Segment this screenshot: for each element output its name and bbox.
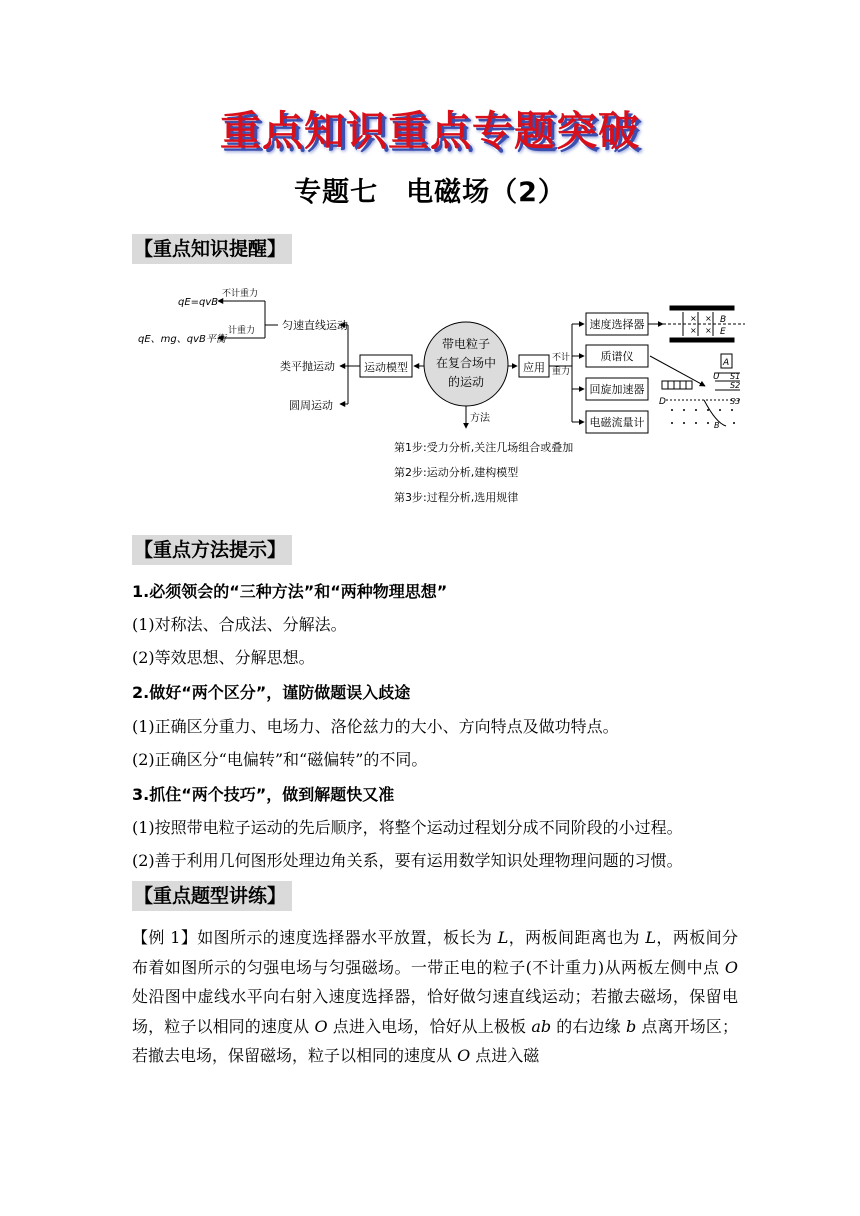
application-label: 应用 — [523, 361, 545, 374]
fig-label-S2: S2 — [730, 381, 741, 390]
method-item-2a: (1)正确区分重力、电场力、洛伦兹力的大小、方向特点及做功特点。 — [132, 717, 619, 736]
svg-text:×: × — [690, 314, 697, 323]
example-label: 【例 1】 — [132, 928, 198, 947]
section-heading-knowledge: 【重点知识提醒】 — [132, 234, 292, 264]
method-item-1b: (2)等效思想、分解思想。 — [132, 648, 315, 667]
fig-label-B2: B — [714, 421, 720, 430]
fig-label-U: U — [713, 372, 720, 382]
step-3: 第3步:过程分析,选用规律 — [394, 491, 519, 504]
method-heading-1: 1.必须领会的“三种方法”和“两种物理思想” — [132, 582, 448, 601]
device-mass-spectrometer: 质谱仪 — [600, 350, 634, 363]
svg-text:×: × — [705, 326, 712, 335]
svg-text:×: × — [690, 326, 697, 335]
no-gravity-split-1: 不计 — [552, 353, 571, 363]
fig-label-D: D — [659, 397, 666, 407]
method-heading-2: 2.做好“两个区分”，谨防做题误入歧途 — [132, 683, 411, 702]
fig-label-S1: S1 — [730, 372, 741, 381]
svg-text:×: × — [705, 314, 712, 323]
projectile-motion-label: 类平抛运动 — [280, 360, 335, 373]
device-cyclotron: 回旋加速器 — [589, 383, 645, 396]
banner-title: 重点知识重点专题突破 — [220, 107, 640, 155]
device-flowmeter: 电磁流量计 — [589, 416, 645, 429]
method-item-2b: (2)正确区分“电偏转”和“磁偏转”的不同。 — [132, 750, 428, 769]
no-gravity-label: 不计重力 — [222, 289, 259, 299]
uniform-motion-label: 匀速直线运动 — [282, 319, 348, 332]
eq-no-gravity: qE=qvB — [178, 297, 219, 308]
center-line-2: 在复合场中 — [435, 356, 497, 370]
example-1-paragraph: 【例 1】如图所示的速度选择器水平放置，板长为 L，两板间距离也为 L，两板间分布着如图所示的匀强电场与匀强磁场。一带正电的粒子(不计重力)从两板左侧中点 O 处沿图中虚线水平向右射入速度选择器，恰好做匀速直线运动；若撤去磁场，保留电场，粒子以相同的速度从 O 点进入电场，恰好从上极板 ab 的右边缘 b 点离开场区；若撤去电场，保留磁场，粒子以相同的速度从 O 点进入磁 — [132, 928, 738, 1065]
method-item-3b: (2)善于利用几何图形处理边角关系，要有运用数学知识处理物理问题的习惯。 — [132, 851, 683, 870]
no-gravity-split-2: 重力 — [552, 367, 571, 377]
section-heading-practice: 【重点题型讲练】 — [132, 881, 292, 911]
circular-motion-label: 圆周运动 — [289, 399, 333, 412]
fig-label-A: A — [723, 358, 730, 368]
method-item-3a: (1)按照带电粒子运动的先后顺序，将整个运动过程划分成不同阶段的小过程。 — [132, 818, 683, 837]
page-title: 专题七 电磁场（2） — [294, 177, 566, 208]
step-1: 第1步:受力分析,关注几场组合或叠加 — [394, 441, 574, 454]
motion-model-label: 运动模型 — [364, 361, 408, 374]
step-2: 第2步:运动分析,建构模型 — [394, 466, 519, 479]
section-heading-method: 【重点方法提示】 — [132, 535, 292, 565]
knowledge-diagram — [0, 278, 860, 518]
fig-label-E: E — [720, 327, 726, 337]
with-gravity-label: 计重力 — [228, 326, 256, 336]
method-item-1a: (1)对称法、合成法、分解法。 — [132, 615, 347, 634]
center-line-3: 的运动 — [447, 375, 485, 389]
fig-label-B: B — [720, 315, 727, 325]
center-line-1: 带电粒子 — [441, 337, 491, 351]
fig-label-S3: S3 — [730, 397, 741, 406]
eq-with-gravity: qE、mg、qvB平衡 — [138, 334, 226, 345]
device-velocity-selector: 速度选择器 — [589, 318, 645, 331]
method-label: 方法 — [470, 413, 490, 424]
method-heading-3: 3.抓住“两个技巧”，做到解题快又准 — [132, 785, 395, 804]
